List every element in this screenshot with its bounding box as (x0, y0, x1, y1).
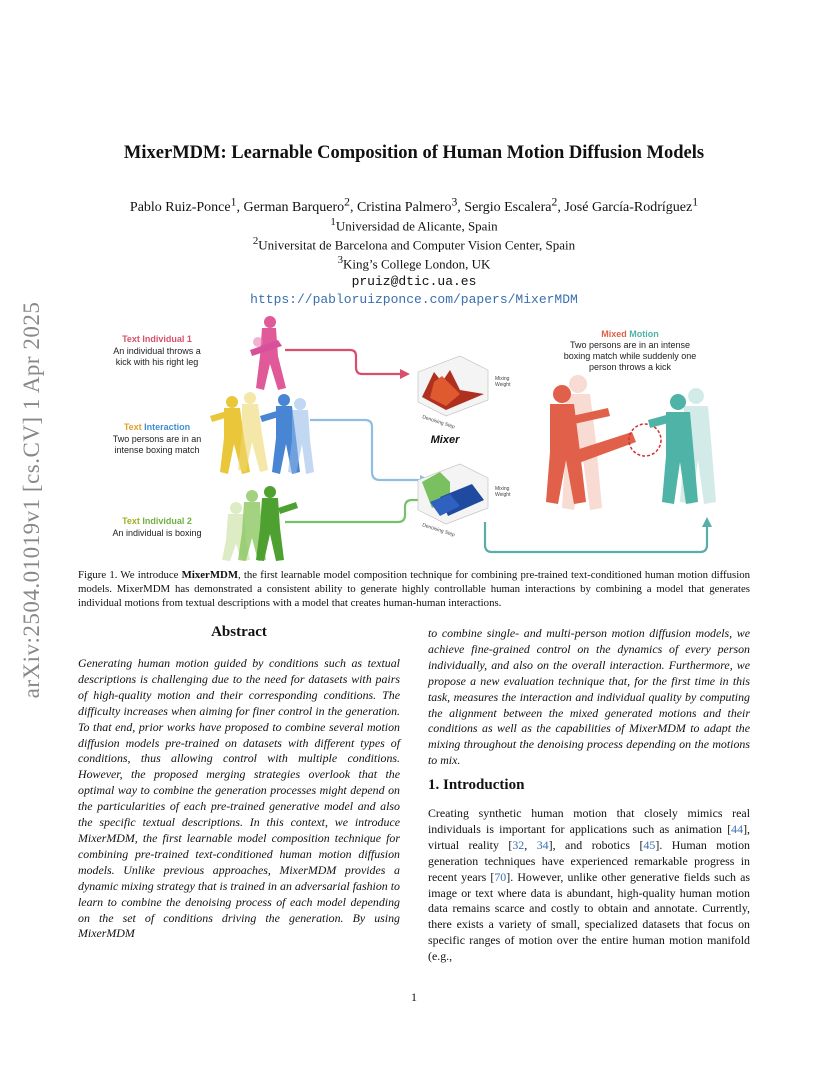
introduction-text: Creating synthetic human motion that closely mimics real individuals is important for applications such as animation [44], virtual reality [32, 34], and robotics [45]. Human motion generation techniques have experienced remarkable progress in recent years [70]. However, unlike other generative fields such as image or text where data is abundant, high-quality human motion data remains scarce and costly to obtain and annotate. Currently, there exists a variety of small, specialized datasets that focus on specific ranges of motion over the entire human motion manifold (e.g., (428, 806, 750, 964)
mixer-label: Mixer (430, 434, 460, 446)
arrowhead (702, 517, 712, 527)
label-desc: kick with his right leg (115, 357, 199, 367)
svg-text:Mixing: Mixing (495, 376, 510, 382)
abstract-heading: Abstract (211, 624, 267, 640)
svg-text:Mixing: Mixing (495, 486, 510, 492)
label-desc: boxing match while suddenly one (563, 351, 697, 361)
author-email: pruiz@dtic.ua.es (351, 274, 477, 289)
svg-text:Weight: Weight (495, 382, 511, 388)
label-desc: An individual is boxing (112, 528, 202, 538)
figure-1-illustration (100, 312, 730, 564)
mixed-motion-figures (546, 375, 716, 510)
citation-link[interactable]: 70 (494, 869, 507, 884)
label-desc: intense boxing match (114, 445, 200, 455)
figure-1 (100, 312, 730, 564)
abstract-text-right: to combine single- and multi-person motion diffusion models, we achieve fine-grained control on the dynamics of every person individually, and also on the overall interaction. Furthermore, we propose a new evaluation technique that, for the first time in this task, measures the interaction and individual quality by computing the alignment between the mixed generated motions and their conditions as well as the capabilities of MixerMDM to adapt the mixing throughout the denoising process depending on the motions to mix. (428, 626, 750, 768)
svg-text:Denoising Step: Denoising Step (421, 522, 456, 539)
interaction-figures-yellow-blue (210, 392, 314, 474)
abstract-text-left: Generating human motion guided by conditions such as textual descriptions is challenging due to the need for datasets with pairs of high-quality motion and their corresponding conditions. The difficulty increases when aiming for finer control in the generation. To that end, prior works have proposed to combine several motion diffusion models pre-trained on datasets with different types of conditions, thus allowing control with multiple conditions. However, the proposed merging strategies overlook that the optimal way to combine the generation processes might depend on the particularities of each pre-trained generative model and also the specific textual descriptions. In this context, we introduce MixerMDM, the first learnable model composition technique for combining pre-trained text-conditioned human motion diffusion models. Unlike previous approaches, MixerMDM provides a dynamic mixing strategy that is trained in an adversarial fashion to learn to combine the denoising process of each model depending on the set of conditions driving the generation. By using MixerMDM (78, 656, 400, 941)
arxiv-id-text: arXiv:2504.01019v1 [cs.CV] 1 Apr 2025 (19, 301, 44, 699)
label-desc: person throws a kick (588, 362, 672, 372)
green-figures-individual-2 (222, 486, 298, 561)
author: Sergio Escalera$^2$, (464, 195, 565, 215)
label-text-individual-1: Text Individual 1 (122, 334, 192, 344)
arrow-individual-1 (285, 350, 400, 374)
affiliation-2: $^2$Universitat de Barcelona and Computer Vision Center, Spain (252, 235, 576, 253)
arrow-individual-2 (285, 500, 418, 522)
author: Cristina Palmero$^3$, (356, 195, 465, 215)
label-desc: Two persons are in an intense (569, 340, 691, 350)
affiliation-1: $^1$Universidad de Alicante, Spain (330, 216, 498, 234)
label-text-individual-2: Text Individual 2 (122, 516, 192, 526)
author: José García-Rodríguez$^1$ (564, 195, 699, 215)
citation-link[interactable]: 32 (512, 837, 525, 852)
author-list (0, 195, 828, 216)
svg-text:Weight: Weight (495, 492, 511, 498)
author: German Barquero$^2$, (243, 195, 357, 215)
label-mixed-motion: Mixed Motion (601, 329, 659, 339)
label-desc: Two persons are in an (112, 434, 202, 444)
arxiv-side-stamp (12, 290, 52, 710)
svg-text:Denoising Step: Denoising Step (421, 414, 456, 431)
label-desc: An individual throws a (113, 346, 201, 356)
project-link[interactable]: https://pabloruizponce.com/papers/MixerMDM (250, 292, 578, 307)
mixing-weight-plot-top (418, 356, 511, 430)
citation-link[interactable]: 34 (536, 837, 549, 852)
arrowhead (400, 369, 410, 379)
affiliation-3: $^3$King’s College London, UK (337, 254, 491, 272)
arrow-hidden (310, 384, 412, 408)
citation-link[interactable]: 44 (731, 821, 744, 836)
figure-1-caption: Figure 1. We introduce MixerMDM, the first learnable model composition technique for combining pre-trained text-conditioned human motion diffusion models. MixerMDM has demonstrated a consistent ability to generate highly controllable human interactions by combining a model that generates individual motions from textual descriptions with a model that creates human-human interactions. (78, 569, 751, 609)
paper-title: MixerMDM: Learnable Composition of Human Motion Diffusion Models (123, 143, 705, 163)
author: Pablo Ruiz-Ponce$^1$, (129, 195, 244, 215)
pink-figure-individual-1 (250, 316, 286, 390)
page-number: 1 (411, 990, 417, 1004)
citation-link[interactable]: 45 (643, 837, 656, 852)
arrow-interaction-lower (310, 420, 420, 480)
mixing-weight-plot-bottom (418, 464, 511, 538)
arrow-output (485, 522, 707, 552)
label-text-interaction: Text Interaction (123, 422, 191, 432)
introduction-heading: 1. Introduction (428, 777, 525, 793)
